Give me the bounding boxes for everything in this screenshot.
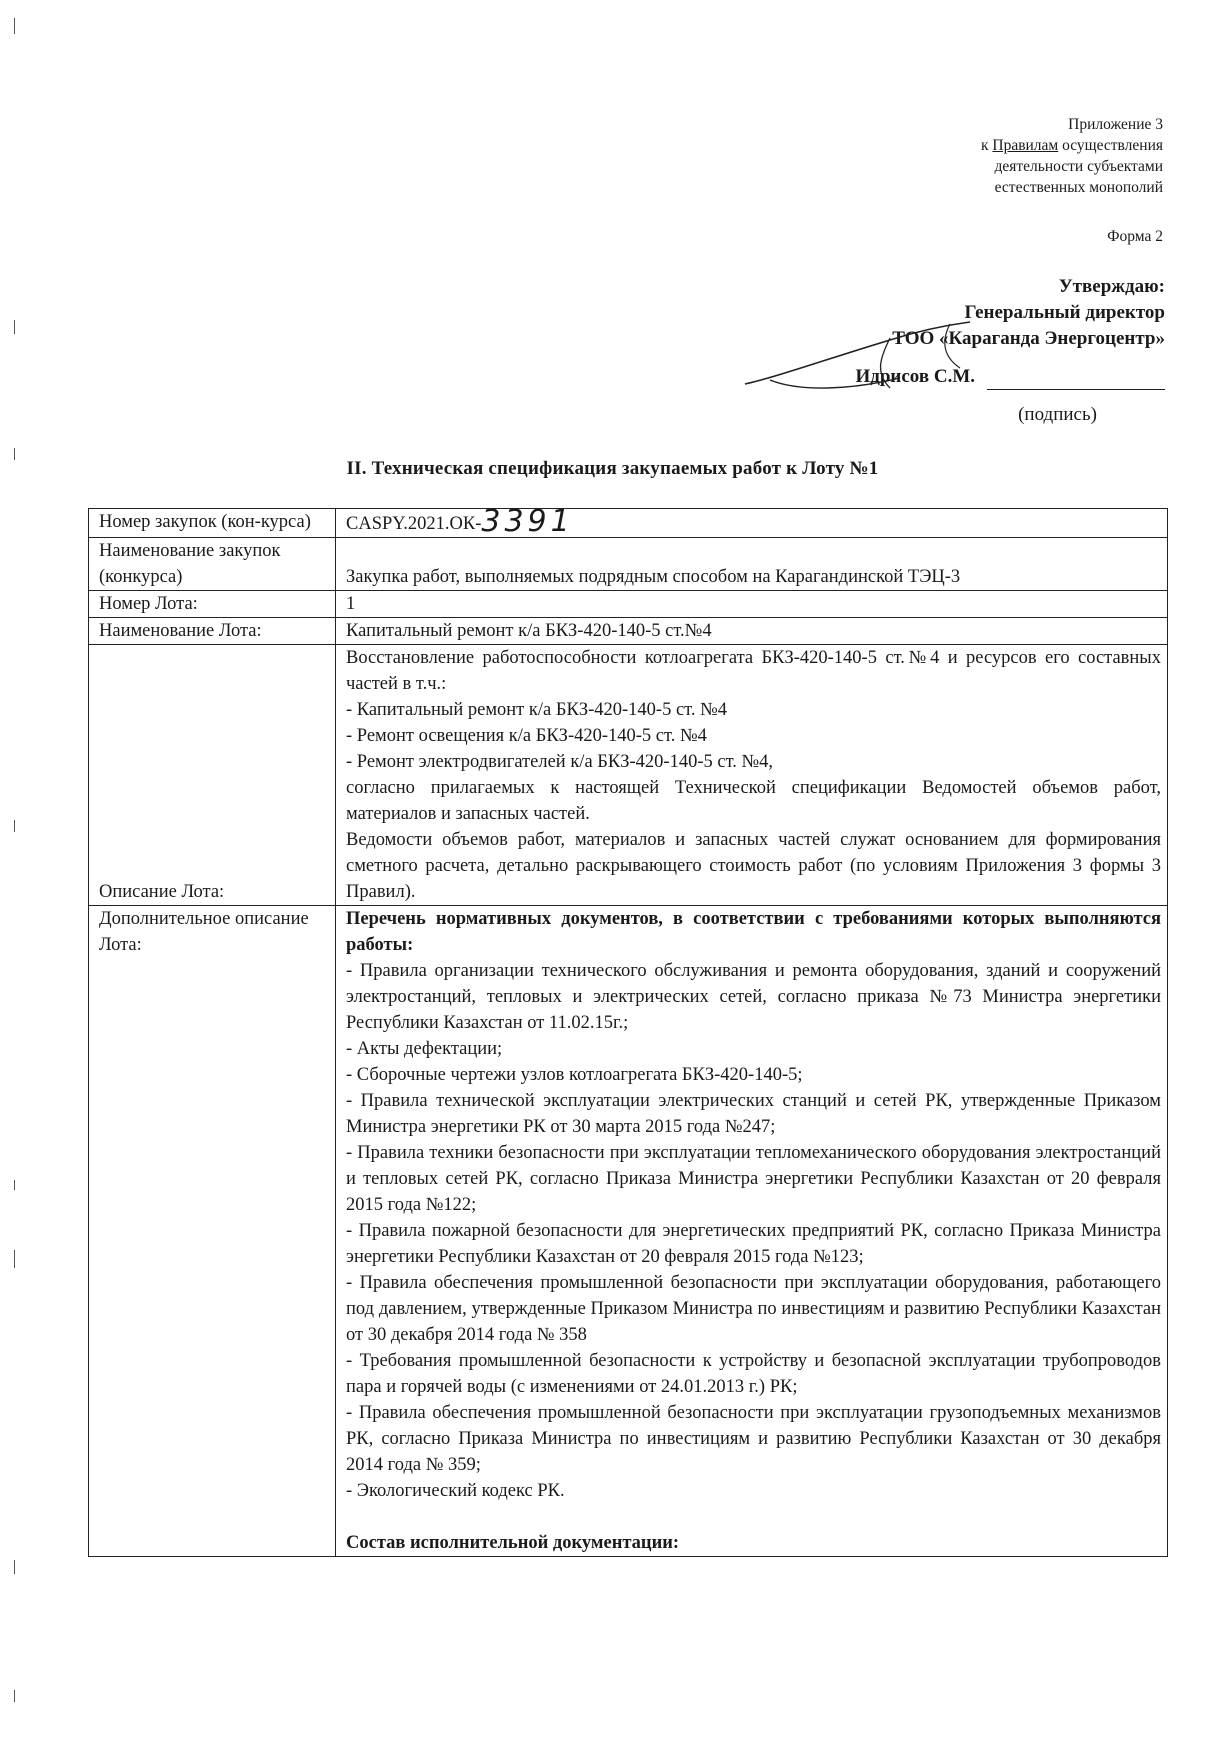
handwritten-signature [740, 318, 980, 398]
signature-caption: (подпись) [1018, 404, 1097, 425]
scan-margin-mark [14, 1180, 15, 1190]
lot-name-label: Наименование Лота: [89, 618, 336, 645]
approval-line-3: ТОО «Караганда Энергоцентр» [892, 328, 1165, 349]
form-number: Форма 2 [1107, 228, 1163, 245]
appendix-line-3: деятельности субъектами [994, 158, 1163, 175]
lot-description-line: - Ремонт электродвигателей к/а БКЗ-420-140-5 ст. №4, [346, 752, 774, 772]
purchase-number-label: Номер закупок (кон-курса) [89, 509, 336, 538]
table-row [89, 906, 1168, 1557]
normative-doc-item: - Сборочные чертежи узлов котлоагрегата БКЗ-420-140-5; [346, 1065, 803, 1085]
lot-description-line: - Ремонт освещения к/а БКЗ-420-140-5 ст. №4 [346, 726, 707, 746]
scan-margin-mark [14, 320, 15, 334]
normative-doc-item: - Правила обеспечения промышленной безопасности при эксплуатации грузоподъемных механизмов РК, согласно Приказа Министра по инвестициям и развитию Республики Казахстан от 30 декабря 2014 года № 359; [346, 1403, 1161, 1475]
normative-docs-heading: Перечень нормативных документов, в соответствии с требованиями которых выполняются работы: [346, 909, 1161, 955]
approval-line-2: Генеральный директор [964, 302, 1165, 323]
signature-line [987, 371, 1165, 390]
approval-line-1: Утверждаю: [1058, 276, 1165, 297]
approval-signer: Идрисов С.М. [855, 366, 975, 387]
table-row [89, 538, 1168, 591]
additional-description-label: Дополнительное описание Лота: [89, 906, 336, 1557]
normative-doc-item: - Экологический кодекс РК. [346, 1481, 565, 1501]
scan-margin-mark [14, 1250, 15, 1268]
scan-margin-mark [14, 1690, 15, 1702]
handwritten-number: 3391 [481, 504, 574, 539]
normative-doc-item: - Правила техники безопасности при эксплуатации тепломеханического оборудования электростанций и тепловых сетей РК, согласно Приказа Министра энергетики Республики Казахстан от 20 февраля 2015 года №122; [346, 1143, 1161, 1215]
lot-description-label: Описание Лота: [89, 645, 336, 906]
document-title: II. Техническая спецификация закупаемых работ к Лоту №1 [346, 458, 879, 479]
appendix-line-1: Приложение 3 [1068, 116, 1163, 133]
exec-docs-heading: Состав исполнительной документации: [346, 1533, 680, 1553]
purchase-name-label: Наименование закупок (конкурса) [89, 538, 336, 591]
purchase-name-value: Закупка работ, выполняемых подрядным способом на Карагандинской ТЭЦ-3 [336, 538, 1168, 591]
lot-description-line: - Капитальный ремонт к/а БКЗ-420-140-5 ст. №4 [346, 700, 727, 720]
scan-margin-mark [14, 1560, 15, 1574]
normative-doc-item: - Правила обеспечения промышленной безопасности при эксплуатации оборудования, работающего под давлением, утвержденные Приказом Министра по инвестициям и развитию Республики Казахстан от 30 декабря 2014 года № 358 [346, 1273, 1161, 1345]
lot-description-line: Восстановление работоспособности котлоагрегата БКЗ-420-140-5 ст.№4 и ресурсов его составных частей в т.ч.: [346, 648, 1161, 694]
normative-doc-item: - Правила организации технического обслуживания и ремонта оборудования, зданий и сооружений электростанций, тепловых и электрических сетей, согласно приказа №73 Министра энергетики Республики Казахстан от 11.02.15г.; [346, 961, 1161, 1033]
lot-number-value: 1 [336, 591, 1168, 618]
spacer [346, 1504, 1161, 1530]
normative-doc-item: - Правила технической эксплуатации электрических станций и сетей РК, утвержденные Приказом Министра энергетики РК от 30 марта 2015 года №247; [346, 1091, 1161, 1137]
rules-link[interactable]: Правилам [992, 137, 1059, 154]
normative-doc-item: - Акты дефектации; [346, 1039, 503, 1059]
table-row [89, 618, 1168, 645]
table-row [89, 645, 1168, 906]
table-row [89, 591, 1168, 618]
purchase-number-value: CASPY.2021.ОК-3391 [336, 509, 1168, 538]
lot-description-line: согласно прилагаемых к настоящей Технической спецификации Ведомостей объемов работ, материалов и запасных частей. [346, 778, 1161, 824]
appendix-line-4: естественных монополий [994, 179, 1163, 196]
scan-margin-mark [14, 18, 15, 34]
additional-description [336, 906, 1168, 1557]
appendix-line-2: к Правилам осуществления [980, 137, 1163, 154]
lot-number-label: Номер Лота: [89, 591, 336, 618]
scan-margin-mark [14, 820, 15, 832]
lot-description [336, 645, 1168, 906]
specification-table [88, 504, 1168, 1557]
normative-doc-item: - Требования промышленной безопасности к устройству и безопасной эксплуатации трубопроводов пара и горячей воды (с изменениями от 24.01.2013 г.) РК; [346, 1351, 1161, 1397]
table-row [89, 509, 1168, 538]
normative-doc-item: - Правила пожарной безопасности для энергетических предприятий РК, согласно Приказа Министра энергетики Республики Казахстан от 20 февраля 2015 года №123; [346, 1221, 1161, 1267]
appendix-header [981, 114, 1163, 198]
lot-name-value: Капитальный ремонт к/а БКЗ-420-140-5 ст.№4 [336, 618, 1168, 645]
lot-description-line: Ведомости объемов работ, материалов и запасных частей служат основанием для формирования сметного расчета, детально раскрывающего стоимость работ (по условиям Приложения 3 формы 3 Правил). [346, 830, 1161, 902]
